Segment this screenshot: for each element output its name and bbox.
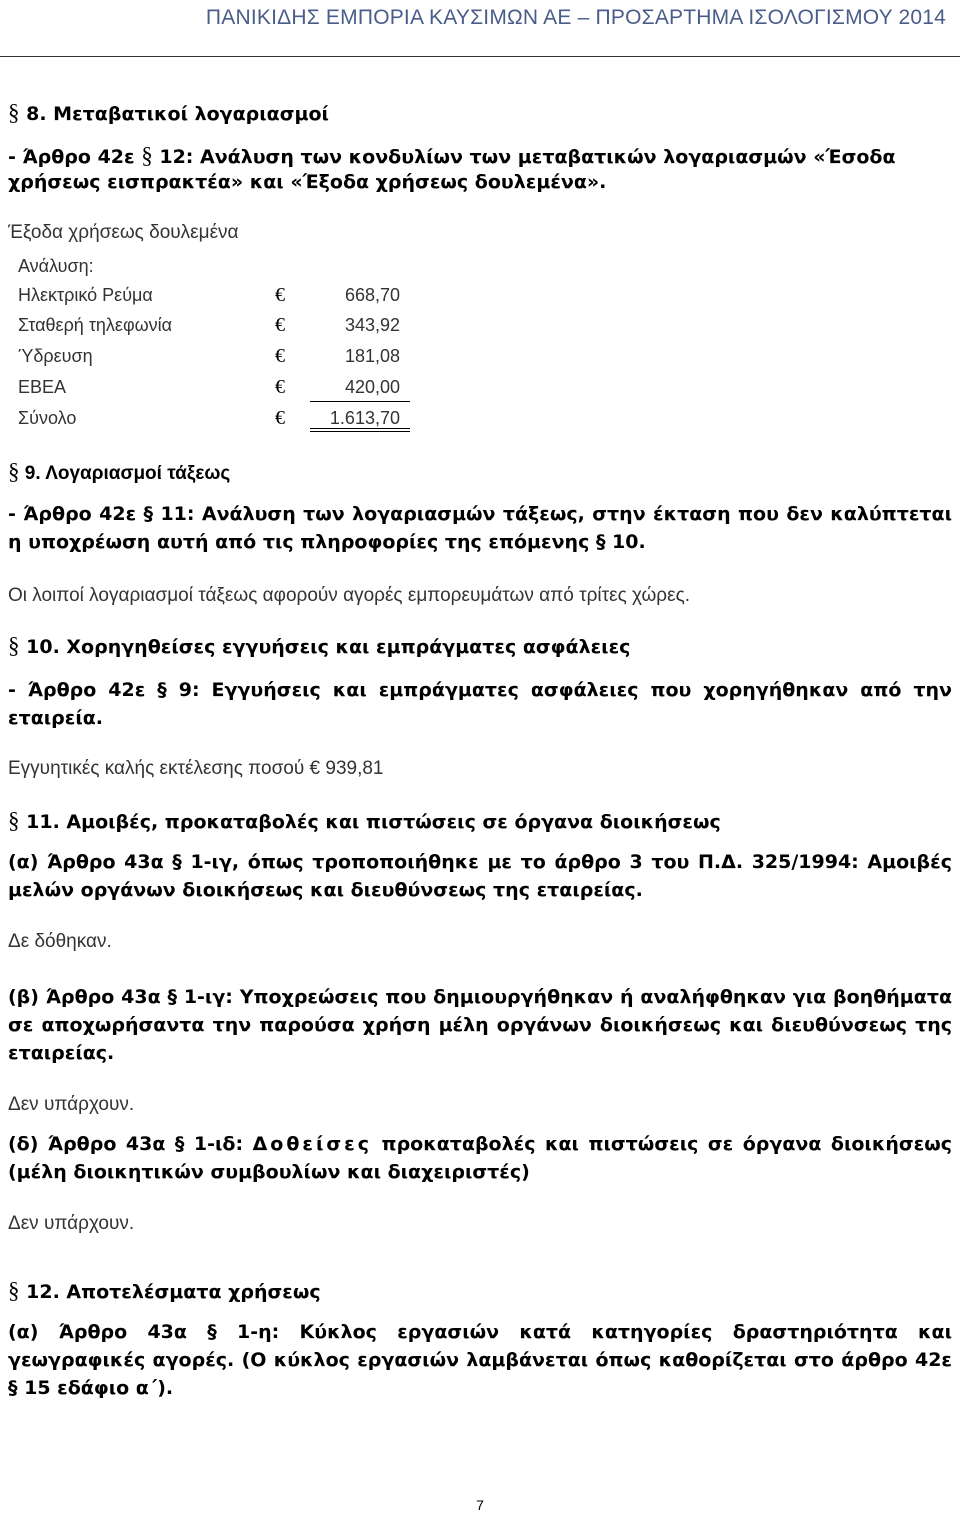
analysis-label: Ανάλυση: [18,256,94,276]
header-title: ΠΑΝΙΚΙΔΗΣ ΕΜΠΟΡΙΑ ΚΑΥΣΙΜΩΝ ΑΕ – ΠΡΟΣΑΡΤΗΜΑ ΙΣΟΛΟΓΙΣΜΟΥ 2014 [205,6,946,29]
section-9-note: Οι λοιποί λογαριασμοί τάξεως αφορούν αγορές εμπορευμάτων από τρίτες χώρες. [8,585,691,606]
section-10-heading [8,633,630,659]
total-double-rule-top [310,428,410,429]
section-10-title: 10. Χορηγηθείσες εγγυήσεις και εμπράγματες ασφάλειες [26,636,631,658]
subtotal-rule [310,401,410,402]
section-sign-icon: § [8,633,20,658]
d-spaced-word: Δοθείσες [252,1133,373,1155]
row-label: Ηλεκτρικό Ρεύμα [18,285,153,305]
euro-icon: € [275,284,285,306]
section-11-d [8,1130,952,1186]
section-12-heading [8,1278,321,1304]
guarantee-amount: Εγγυητικές καλής εκτέλεσης ποσού € 939,81 [8,758,384,779]
row-label: Ύδρευση [18,346,93,366]
section-8-article-line2: χρήσεως εισπρακτέα» και «Έξοδα χρήσεως δουλεμένα». [8,171,607,193]
row-amount: 181,08 [344,346,400,366]
row-label: Σύνολο [18,408,77,428]
page-number: 7 [476,1497,484,1513]
euro-icon: € [275,314,285,336]
section-10-article: - Άρθρο 42ε § 9: Εγγυήσεις και εμπράγματες ασφάλειες που χορηγήθηκαν από την εταιρεία. [8,679,952,729]
row-amount: 420,00 [344,377,400,397]
total-double-rule-bottom [310,431,410,432]
section-sign-icon: § [8,1278,20,1303]
section-9-article: - Άρθρο 42ε § 11: Ανάλυση των λογαριασμών τάξεως, στην έκταση που δεν καλύπτεται η υποχρέωση αυτή από τις πληροφορίες της επόμενης § 10. [8,503,952,553]
section-sign-icon: § [141,143,153,168]
section-9-heading [8,459,230,485]
accrued-expenses-subtitle: Έξοδα χρήσεως δουλεμένα [8,222,239,243]
section-11-b-answer: Δεν υπάρχουν. [8,1094,135,1115]
d-prefix: (δ) Άρθρο 43α § 1-ιδ: [8,1133,253,1155]
section-12-a: (α) Άρθρο 43α § 1-η: Κύκλος εργασιών κατά κατηγορίες δραστηριότητα και γεωγραφικές αγορές. (Ο κύκλος εργασιών λαμβάνεται όπως καθορίζεται στο άρθρο 42ε § 15 εδάφιο α΄). [8,1321,952,1399]
section-sign-icon: § [8,808,20,833]
section-sign-icon: § [8,100,20,125]
section-sign-icon: § [8,459,20,484]
page-header [0,0,960,57]
section-8-heading [8,100,329,126]
section-9-title: 9. Λογαριασμοί τάξεως [24,463,231,484]
section-8-article-line1 [8,143,896,169]
section-11-a-answer: Δε δόθηκαν. [8,931,112,952]
article-ref: - Άρθρο 42ε [8,146,135,168]
section-12-title: 12. Αποτελέσματα χρήσεως [26,1281,321,1303]
row-amount: 343,92 [344,315,400,335]
row-amount: 668,70 [344,285,400,305]
euro-icon: € [275,407,285,429]
section-11-title: 11. Αμοιβές, προκαταβολές και πιστώσεις σε όργανα διοικήσεως [26,811,721,833]
d-rest: προκαταβολές και πιστώσεις σε όργανα διοικήσεως (μέλη διοικητικών συμβουλίων και διαχειριστές) [8,1133,952,1183]
section-11-heading [8,808,721,834]
row-label: ΕΒΕΑ [18,377,67,397]
euro-icon: € [275,376,285,398]
section-8-title: 8. Μεταβατικοί λογαριασμοί [26,103,329,125]
row-amount: 1.613,70 [329,408,400,428]
row-label: Σταθερή τηλεφωνία [18,315,173,335]
article-text: 12: Ανάλυση των κονδυλίων των μεταβατικών λογαριασμών «Έσοδα [159,146,896,168]
section-11-d-answer: Δεν υπάρχουν. [8,1213,135,1234]
euro-icon: € [275,345,285,367]
section-11-b: (β) Άρθρο 43α § 1-ιγ: Υποχρεώσεις που δημιουργήθηκαν ή αναλήφθηκαν για βοηθήματα σε αποχωρήσαντα την παρούσα χρήση μέλη οργάνων διοικήσεως και διευθύνσεως της εταιρείας. [8,986,952,1064]
section-11-a: (α) Άρθρο 43α § 1-ιγ, όπως τροποποιήθηκε με το άρθρο 3 του Π.Δ. 325/1994: Αμοιβές μελών οργάνων διοικήσεως και διευθύνσεως της εταιρείας. [8,851,952,901]
